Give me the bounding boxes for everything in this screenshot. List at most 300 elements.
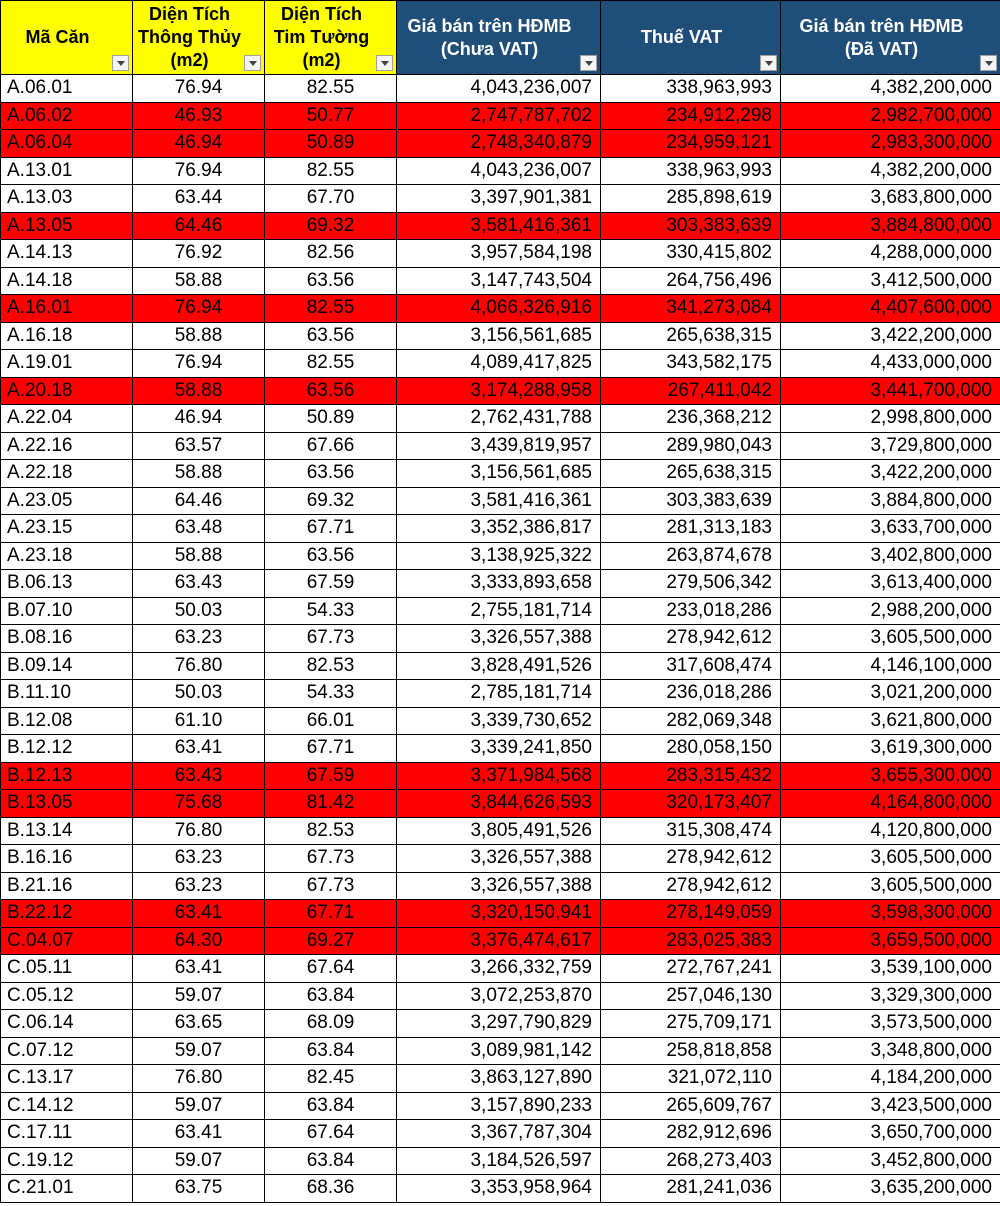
unit-code-cell[interactable]: A.22.04 — [1, 405, 133, 433]
price-before-vat-cell[interactable]: 3,339,730,652 — [397, 707, 601, 735]
table-row — [1, 680, 1000, 708]
net-area-cell[interactable]: 63.41 — [133, 900, 265, 928]
table-row — [1, 240, 1000, 268]
unit-code-cell[interactable]: A.23.18 — [1, 542, 133, 570]
price-after-vat-cell[interactable]: 3,441,700,000 — [781, 377, 1000, 405]
net-area-cell[interactable]: 76.92 — [133, 240, 265, 268]
price-before-vat-cell[interactable]: 4,089,417,825 — [397, 350, 601, 378]
vat-cell[interactable]: 278,149,059 — [601, 900, 781, 928]
unit-code-cell[interactable]: A.14.18 — [1, 267, 133, 295]
vat-cell[interactable]: 234,912,298 — [601, 102, 781, 130]
price-before-vat-cell[interactable]: 4,043,236,007 — [397, 75, 601, 103]
vat-cell[interactable]: 283,315,432 — [601, 762, 781, 790]
price-after-vat-cell[interactable]: 3,348,800,000 — [781, 1037, 1000, 1065]
gross-area-cell[interactable]: 50.89 — [265, 130, 397, 158]
gross-area-cell[interactable]: 82.53 — [265, 652, 397, 680]
table-row — [1, 1037, 1000, 1065]
price-before-vat-cell[interactable]: 3,333,893,658 — [397, 570, 601, 598]
price-before-vat-cell[interactable]: 3,297,790,829 — [397, 1010, 601, 1038]
price-after-vat-cell[interactable]: 4,120,800,000 — [781, 817, 1000, 845]
price-after-vat-cell[interactable]: 3,619,300,000 — [781, 735, 1000, 763]
filter-dropdown-icon[interactable] — [580, 55, 597, 71]
gross-area-cell[interactable]: 68.09 — [265, 1010, 397, 1038]
net-area-cell[interactable]: 58.88 — [133, 542, 265, 570]
price-before-vat-cell[interactable]: 3,581,416,361 — [397, 487, 601, 515]
price-before-vat-cell[interactable]: 3,353,958,964 — [397, 1175, 601, 1203]
price-after-vat-cell[interactable]: 3,655,300,000 — [781, 762, 1000, 790]
table-row — [1, 267, 1000, 295]
price-after-vat-cell[interactable]: 4,184,200,000 — [781, 1065, 1000, 1093]
unit-code-cell[interactable]: C.07.12 — [1, 1037, 133, 1065]
vat-cell[interactable]: 338,963,993 — [601, 75, 781, 103]
vat-cell[interactable]: 258,818,858 — [601, 1037, 781, 1065]
table-header — [1, 1, 1000, 75]
net-area-cell[interactable]: 59.07 — [133, 1037, 265, 1065]
gross-area-cell[interactable]: 69.32 — [265, 487, 397, 515]
net-area-cell[interactable]: 59.07 — [133, 982, 265, 1010]
net-area-cell[interactable]: 64.30 — [133, 927, 265, 955]
vat-cell[interactable]: 265,638,315 — [601, 322, 781, 350]
table-row — [1, 1010, 1000, 1038]
price-before-vat-cell[interactable]: 3,352,386,817 — [397, 515, 601, 543]
table-row — [1, 102, 1000, 130]
table-row — [1, 130, 1000, 158]
price-before-vat-cell[interactable]: 3,326,557,388 — [397, 625, 601, 653]
net-area-cell[interactable]: 59.07 — [133, 1147, 265, 1175]
net-area-cell[interactable]: 61.10 — [133, 707, 265, 735]
table-row — [1, 350, 1000, 378]
price-after-vat-cell[interactable]: 3,452,800,000 — [781, 1147, 1000, 1175]
unit-code-cell[interactable]: A.06.04 — [1, 130, 133, 158]
unit-code-cell[interactable]: C.13.17 — [1, 1065, 133, 1093]
price-before-vat-cell[interactable]: 2,747,787,702 — [397, 102, 601, 130]
table-row — [1, 597, 1000, 625]
gross-area-cell[interactable]: 67.73 — [265, 625, 397, 653]
vat-cell[interactable]: 341,273,084 — [601, 295, 781, 323]
gross-area-cell[interactable]: 63.84 — [265, 1037, 397, 1065]
unit-code-cell[interactable]: C.19.12 — [1, 1147, 133, 1175]
unit-code-cell[interactable]: B.11.10 — [1, 680, 133, 708]
gross-area-cell[interactable]: 67.64 — [265, 955, 397, 983]
price-after-vat-cell[interactable]: 3,605,500,000 — [781, 625, 1000, 653]
vat-cell[interactable]: 263,874,678 — [601, 542, 781, 570]
vat-cell[interactable]: 315,308,474 — [601, 817, 781, 845]
net-area-cell[interactable]: 63.75 — [133, 1175, 265, 1203]
price-after-vat-cell[interactable]: 2,983,300,000 — [781, 130, 1000, 158]
gross-area-cell[interactable]: 63.84 — [265, 1147, 397, 1175]
net-area-cell[interactable]: 76.80 — [133, 817, 265, 845]
price-after-vat-cell[interactable]: 3,729,800,000 — [781, 432, 1000, 460]
table-row — [1, 735, 1000, 763]
price-after-vat-cell[interactable]: 4,288,000,000 — [781, 240, 1000, 268]
header-label: Thuế VAT — [640, 27, 723, 47]
price-before-vat-cell[interactable]: 2,785,181,714 — [397, 680, 601, 708]
price-before-vat-cell[interactable]: 3,147,743,504 — [397, 267, 601, 295]
gross-area-cell[interactable]: 63.56 — [265, 542, 397, 570]
table-row — [1, 845, 1000, 873]
filter-dropdown-icon[interactable] — [376, 55, 393, 71]
header-label: Mã Căn — [25, 27, 90, 47]
price-before-vat-cell[interactable]: 4,066,326,916 — [397, 295, 601, 323]
vat-cell[interactable]: 268,273,403 — [601, 1147, 781, 1175]
net-area-cell[interactable]: 63.23 — [133, 872, 265, 900]
unit-code-cell[interactable]: C.14.12 — [1, 1092, 133, 1120]
net-area-cell[interactable]: 75.68 — [133, 790, 265, 818]
unit-code-cell[interactable]: B.12.08 — [1, 707, 133, 735]
filter-dropdown-icon[interactable] — [980, 55, 997, 71]
unit-code-cell[interactable]: A.13.03 — [1, 185, 133, 213]
price-after-vat-cell[interactable]: 3,605,500,000 — [781, 845, 1000, 873]
net-area-cell[interactable]: 76.94 — [133, 157, 265, 185]
gross-area-cell[interactable]: 82.55 — [265, 350, 397, 378]
price-after-vat-cell[interactable]: 4,382,200,000 — [781, 157, 1000, 185]
price-before-vat-cell[interactable]: 3,863,127,890 — [397, 1065, 601, 1093]
price-before-vat-cell[interactable]: 3,320,150,941 — [397, 900, 601, 928]
price-after-vat-cell[interactable]: 2,998,800,000 — [781, 405, 1000, 433]
unit-code-cell[interactable]: B.08.16 — [1, 625, 133, 653]
unit-code-cell[interactable]: B.22.12 — [1, 900, 133, 928]
price-before-vat-cell[interactable]: 3,397,901,381 — [397, 185, 601, 213]
price-before-vat-cell[interactable]: 3,828,491,526 — [397, 652, 601, 680]
table-row — [1, 927, 1000, 955]
gross-area-cell[interactable]: 81.42 — [265, 790, 397, 818]
gross-area-cell[interactable]: 63.84 — [265, 1092, 397, 1120]
price-before-vat-cell[interactable]: 3,138,925,322 — [397, 542, 601, 570]
header-label: Giá bán trên HĐMB (Chưa VAT) — [407, 15, 572, 59]
vat-cell[interactable]: 289,980,043 — [601, 432, 781, 460]
table-row — [1, 817, 1000, 845]
unit-code-cell[interactable]: B.13.05 — [1, 790, 133, 818]
net-area-cell[interactable]: 46.93 — [133, 102, 265, 130]
gross-area-cell[interactable]: 66.01 — [265, 707, 397, 735]
price-after-vat-cell[interactable]: 3,884,800,000 — [781, 487, 1000, 515]
net-area-cell[interactable]: 63.41 — [133, 1120, 265, 1148]
vat-cell[interactable]: 278,942,612 — [601, 625, 781, 653]
price-after-vat-cell[interactable]: 3,402,800,000 — [781, 542, 1000, 570]
net-area-cell[interactable]: 76.94 — [133, 350, 265, 378]
vat-cell[interactable]: 257,046,130 — [601, 982, 781, 1010]
price-before-vat-cell[interactable]: 3,805,491,526 — [397, 817, 601, 845]
gross-area-cell[interactable]: 67.70 — [265, 185, 397, 213]
vat-cell[interactable]: 320,173,407 — [601, 790, 781, 818]
net-area-cell[interactable]: 76.94 — [133, 295, 265, 323]
price-after-vat-cell[interactable]: 2,982,700,000 — [781, 102, 1000, 130]
unit-code-cell[interactable]: A.22.16 — [1, 432, 133, 460]
header-label: Giá bán trên HĐMB (Đã VAT) — [799, 15, 964, 59]
price-after-vat-cell[interactable]: 3,598,300,000 — [781, 900, 1000, 928]
price-after-vat-cell[interactable]: 3,539,100,000 — [781, 955, 1000, 983]
vat-cell[interactable]: 338,963,993 — [601, 157, 781, 185]
unit-code-cell[interactable]: A.23.05 — [1, 487, 133, 515]
table-row — [1, 542, 1000, 570]
unit-code-cell[interactable]: B.06.13 — [1, 570, 133, 598]
net-area-cell[interactable]: 63.43 — [133, 570, 265, 598]
gross-area-cell[interactable]: 67.73 — [265, 845, 397, 873]
price-after-vat-cell[interactable]: 3,633,700,000 — [781, 515, 1000, 543]
gross-area-cell[interactable]: 82.55 — [265, 75, 397, 103]
price-after-vat-cell[interactable]: 2,988,200,000 — [781, 597, 1000, 625]
table-row — [1, 1120, 1000, 1148]
unit-code-cell[interactable]: A.19.01 — [1, 350, 133, 378]
net-area-cell[interactable]: 46.94 — [133, 130, 265, 158]
table-row — [1, 487, 1000, 515]
gross-area-cell[interactable]: 67.59 — [265, 570, 397, 598]
gross-area-cell[interactable]: 63.56 — [265, 460, 397, 488]
net-area-cell[interactable]: 64.46 — [133, 212, 265, 240]
gross-area-cell[interactable]: 67.71 — [265, 515, 397, 543]
vat-cell[interactable]: 236,018,286 — [601, 680, 781, 708]
vat-cell[interactable]: 275,709,171 — [601, 1010, 781, 1038]
table-row — [1, 295, 1000, 323]
net-area-cell[interactable]: 63.23 — [133, 625, 265, 653]
price-before-vat-cell[interactable]: 3,326,557,388 — [397, 845, 601, 873]
price-after-vat-cell[interactable]: 3,621,800,000 — [781, 707, 1000, 735]
net-area-cell[interactable]: 46.94 — [133, 405, 265, 433]
unit-code-cell[interactable]: B.13.14 — [1, 817, 133, 845]
unit-code-cell[interactable]: A.13.05 — [1, 212, 133, 240]
header-price-after-vat — [781, 1, 1000, 75]
net-area-cell[interactable]: 58.88 — [133, 267, 265, 295]
price-after-vat-cell[interactable]: 4,433,000,000 — [781, 350, 1000, 378]
table-row — [1, 790, 1000, 818]
price-before-vat-cell[interactable]: 3,957,584,198 — [397, 240, 601, 268]
price-after-vat-cell[interactable]: 3,659,500,000 — [781, 927, 1000, 955]
table-body — [1, 75, 1000, 1203]
price-after-vat-cell[interactable]: 3,329,300,000 — [781, 982, 1000, 1010]
price-before-vat-cell[interactable]: 3,439,819,957 — [397, 432, 601, 460]
net-area-cell[interactable]: 76.80 — [133, 1065, 265, 1093]
price-after-vat-cell[interactable]: 4,382,200,000 — [781, 75, 1000, 103]
header-vat — [601, 1, 781, 75]
net-area-cell[interactable]: 50.03 — [133, 597, 265, 625]
price-before-vat-cell[interactable]: 3,089,981,142 — [397, 1037, 601, 1065]
unit-code-cell[interactable]: A.06.01 — [1, 75, 133, 103]
gross-area-cell[interactable]: 69.27 — [265, 927, 397, 955]
price-before-vat-cell[interactable]: 3,266,332,759 — [397, 955, 601, 983]
net-area-cell[interactable]: 76.94 — [133, 75, 265, 103]
price-before-vat-cell[interactable]: 3,581,416,361 — [397, 212, 601, 240]
net-area-cell[interactable]: 50.03 — [133, 680, 265, 708]
price-before-vat-cell[interactable]: 3,844,626,593 — [397, 790, 601, 818]
price-after-vat-cell[interactable]: 3,412,500,000 — [781, 267, 1000, 295]
net-area-cell[interactable]: 63.44 — [133, 185, 265, 213]
net-area-cell[interactable]: 63.23 — [133, 845, 265, 873]
gross-area-cell[interactable]: 54.33 — [265, 597, 397, 625]
price-after-vat-cell[interactable]: 3,613,400,000 — [781, 570, 1000, 598]
price-after-vat-cell[interactable]: 3,422,200,000 — [781, 322, 1000, 350]
vat-cell[interactable]: 233,018,286 — [601, 597, 781, 625]
gross-area-cell[interactable]: 67.64 — [265, 1120, 397, 1148]
table-row — [1, 872, 1000, 900]
filter-dropdown-icon[interactable] — [244, 55, 261, 71]
net-area-cell[interactable]: 63.65 — [133, 1010, 265, 1038]
unit-code-cell[interactable]: B.12.12 — [1, 735, 133, 763]
price-before-vat-cell[interactable]: 3,184,526,597 — [397, 1147, 601, 1175]
header-label: Diện Tích Tim Tường (m2) — [273, 4, 370, 70]
vat-cell[interactable]: 281,313,183 — [601, 515, 781, 543]
net-area-cell[interactable]: 58.88 — [133, 322, 265, 350]
table-row — [1, 322, 1000, 350]
table-row — [1, 1147, 1000, 1175]
gross-area-cell[interactable]: 67.71 — [265, 735, 397, 763]
vat-cell[interactable]: 282,069,348 — [601, 707, 781, 735]
price-before-vat-cell[interactable]: 3,326,557,388 — [397, 872, 601, 900]
gross-area-cell[interactable]: 82.45 — [265, 1065, 397, 1093]
table-row — [1, 405, 1000, 433]
table-row — [1, 762, 1000, 790]
unit-code-cell[interactable]: C.05.12 — [1, 982, 133, 1010]
price-after-vat-cell[interactable]: 3,573,500,000 — [781, 1010, 1000, 1038]
price-after-vat-cell[interactable]: 3,422,200,000 — [781, 460, 1000, 488]
vat-cell[interactable]: 234,959,121 — [601, 130, 781, 158]
gross-area-cell[interactable]: 82.55 — [265, 295, 397, 323]
vat-cell[interactable]: 321,072,110 — [601, 1065, 781, 1093]
net-area-cell[interactable]: 64.46 — [133, 487, 265, 515]
vat-cell[interactable]: 317,608,474 — [601, 652, 781, 680]
gross-area-cell[interactable]: 67.73 — [265, 872, 397, 900]
gross-area-cell[interactable]: 54.33 — [265, 680, 397, 708]
net-area-cell[interactable]: 63.43 — [133, 762, 265, 790]
vat-cell[interactable]: 283,025,383 — [601, 927, 781, 955]
gross-area-cell[interactable]: 82.53 — [265, 817, 397, 845]
vat-cell[interactable]: 278,942,612 — [601, 845, 781, 873]
price-after-vat-cell[interactable]: 3,683,800,000 — [781, 185, 1000, 213]
net-area-cell[interactable]: 76.80 — [133, 652, 265, 680]
unit-code-cell[interactable]: B.16.16 — [1, 845, 133, 873]
gross-area-cell[interactable]: 50.89 — [265, 405, 397, 433]
unit-code-cell[interactable]: B.12.13 — [1, 762, 133, 790]
gross-area-cell[interactable]: 50.77 — [265, 102, 397, 130]
vat-cell[interactable]: 264,756,496 — [601, 267, 781, 295]
unit-code-cell[interactable]: C.05.11 — [1, 955, 133, 983]
price-after-vat-cell[interactable]: 4,146,100,000 — [781, 652, 1000, 680]
gross-area-cell[interactable]: 82.56 — [265, 240, 397, 268]
header-net-area — [133, 1, 265, 75]
table-row — [1, 652, 1000, 680]
unit-code-cell[interactable]: A.22.18 — [1, 460, 133, 488]
table-row — [1, 1092, 1000, 1120]
vat-cell[interactable]: 236,368,212 — [601, 405, 781, 433]
table-row — [1, 377, 1000, 405]
price-before-vat-cell[interactable]: 3,371,984,568 — [397, 762, 601, 790]
price-before-vat-cell[interactable]: 3,376,474,617 — [397, 927, 601, 955]
unit-code-cell[interactable]: A.23.15 — [1, 515, 133, 543]
vat-cell[interactable]: 278,942,612 — [601, 872, 781, 900]
net-area-cell[interactable]: 63.41 — [133, 735, 265, 763]
unit-code-cell[interactable]: A.16.01 — [1, 295, 133, 323]
net-area-cell[interactable]: 58.88 — [133, 460, 265, 488]
price-before-vat-cell[interactable]: 3,072,253,870 — [397, 982, 601, 1010]
unit-code-cell[interactable]: A.14.13 — [1, 240, 133, 268]
vat-cell[interactable]: 265,638,315 — [601, 460, 781, 488]
gross-area-cell[interactable]: 69.32 — [265, 212, 397, 240]
net-area-cell[interactable]: 63.48 — [133, 515, 265, 543]
price-before-vat-cell[interactable]: 2,762,431,788 — [397, 405, 601, 433]
vat-cell[interactable]: 279,506,342 — [601, 570, 781, 598]
price-before-vat-cell[interactable]: 3,156,561,685 — [397, 322, 601, 350]
price-before-vat-cell[interactable]: 3,367,787,304 — [397, 1120, 601, 1148]
price-after-vat-cell[interactable]: 3,021,200,000 — [781, 680, 1000, 708]
vat-cell[interactable]: 343,582,175 — [601, 350, 781, 378]
price-before-vat-cell[interactable]: 2,748,340,879 — [397, 130, 601, 158]
net-area-cell[interactable]: 59.07 — [133, 1092, 265, 1120]
price-before-vat-cell[interactable]: 4,043,236,007 — [397, 157, 601, 185]
price-before-vat-cell[interactable]: 2,755,181,714 — [397, 597, 601, 625]
price-before-vat-cell[interactable]: 3,174,288,958 — [397, 377, 601, 405]
vat-cell[interactable]: 282,912,696 — [601, 1120, 781, 1148]
gross-area-cell[interactable]: 67.59 — [265, 762, 397, 790]
vat-cell[interactable]: 285,898,619 — [601, 185, 781, 213]
net-area-cell[interactable]: 63.57 — [133, 432, 265, 460]
unit-code-cell[interactable]: B.07.10 — [1, 597, 133, 625]
header-gross-area — [265, 1, 397, 75]
price-after-vat-cell[interactable]: 4,164,800,000 — [781, 790, 1000, 818]
unit-code-cell[interactable]: C.21.01 — [1, 1175, 133, 1203]
table-row — [1, 625, 1000, 653]
table-row — [1, 955, 1000, 983]
table-row — [1, 515, 1000, 543]
table-row — [1, 900, 1000, 928]
price-after-vat-cell[interactable]: 4,407,600,000 — [781, 295, 1000, 323]
unit-code-cell[interactable]: C.06.14 — [1, 1010, 133, 1038]
price-before-vat-cell[interactable]: 3,339,241,850 — [397, 735, 601, 763]
price-after-vat-cell[interactable]: 3,605,500,000 — [781, 872, 1000, 900]
table-row — [1, 157, 1000, 185]
price-after-vat-cell[interactable]: 3,884,800,000 — [781, 212, 1000, 240]
table-row — [1, 1065, 1000, 1093]
net-area-cell[interactable]: 58.88 — [133, 377, 265, 405]
table-row — [1, 75, 1000, 103]
unit-code-cell[interactable]: A.06.02 — [1, 102, 133, 130]
gross-area-cell[interactable]: 68.36 — [265, 1175, 397, 1203]
gross-area-cell[interactable]: 67.71 — [265, 900, 397, 928]
vat-cell[interactable]: 280,058,150 — [601, 735, 781, 763]
unit-code-cell[interactable]: C.17.11 — [1, 1120, 133, 1148]
gross-area-cell[interactable]: 67.66 — [265, 432, 397, 460]
vat-cell[interactable]: 272,767,241 — [601, 955, 781, 983]
filter-dropdown-icon[interactable] — [760, 55, 777, 71]
header-label: Diện Tích Thông Thủy (m2) — [138, 4, 241, 70]
vat-cell[interactable]: 265,609,767 — [601, 1092, 781, 1120]
gross-area-cell[interactable]: 63.56 — [265, 322, 397, 350]
price-after-vat-cell[interactable]: 3,635,200,000 — [781, 1175, 1000, 1203]
gross-area-cell[interactable]: 63.56 — [265, 267, 397, 295]
filter-dropdown-icon[interactable] — [112, 55, 129, 71]
gross-area-cell[interactable]: 63.56 — [265, 377, 397, 405]
price-before-vat-cell[interactable]: 3,157,890,233 — [397, 1092, 601, 1120]
unit-code-cell[interactable]: B.21.16 — [1, 872, 133, 900]
vat-cell[interactable]: 303,383,639 — [601, 487, 781, 515]
price-before-vat-cell[interactable]: 3,156,561,685 — [397, 460, 601, 488]
unit-code-cell[interactable]: A.13.01 — [1, 157, 133, 185]
table-row — [1, 185, 1000, 213]
unit-code-cell[interactable]: A.20.18 — [1, 377, 133, 405]
unit-code-cell[interactable]: C.04.07 — [1, 927, 133, 955]
gross-area-cell[interactable]: 82.55 — [265, 157, 397, 185]
vat-cell[interactable]: 267,411,042 — [601, 377, 781, 405]
table-row — [1, 460, 1000, 488]
price-after-vat-cell[interactable]: 3,650,700,000 — [781, 1120, 1000, 1148]
unit-code-cell[interactable]: A.16.18 — [1, 322, 133, 350]
price-after-vat-cell[interactable]: 3,423,500,000 — [781, 1092, 1000, 1120]
vat-cell[interactable]: 303,383,639 — [601, 212, 781, 240]
table-row — [1, 1175, 1000, 1203]
unit-code-cell[interactable]: B.09.14 — [1, 652, 133, 680]
gross-area-cell[interactable]: 63.84 — [265, 982, 397, 1010]
net-area-cell[interactable]: 63.41 — [133, 955, 265, 983]
vat-cell[interactable]: 330,415,802 — [601, 240, 781, 268]
vat-cell[interactable]: 281,241,036 — [601, 1175, 781, 1203]
